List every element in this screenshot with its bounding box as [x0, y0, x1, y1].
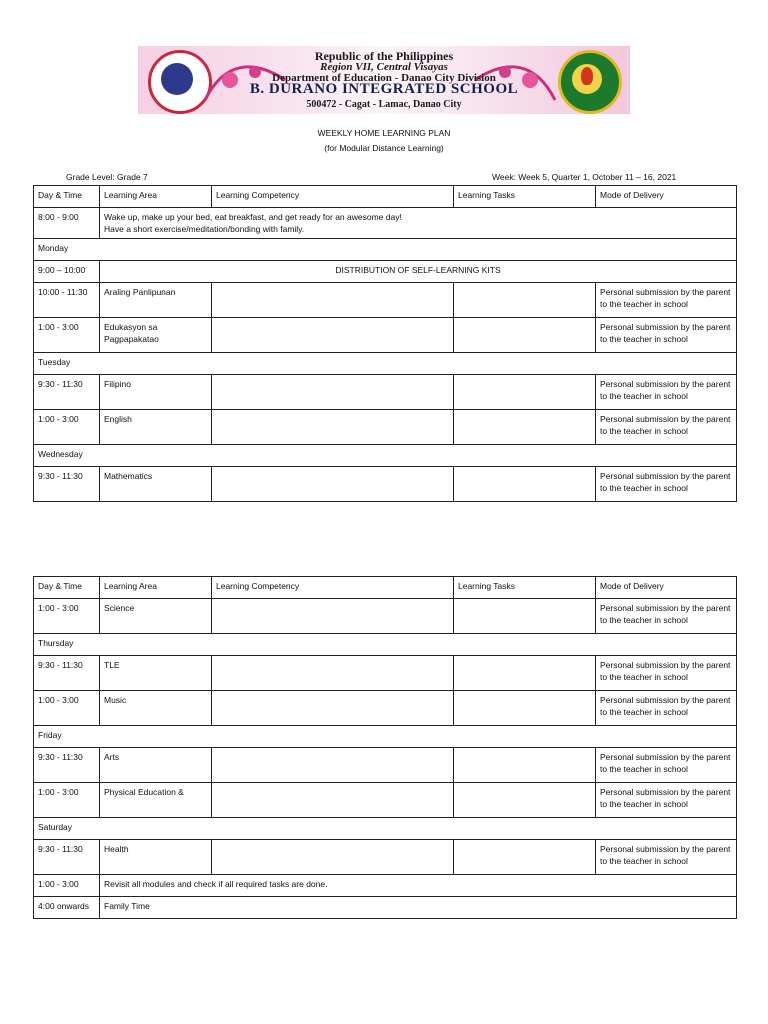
time-cell: 1:00 - 3:00: [34, 318, 100, 353]
activity-cell: Family Time: [100, 897, 737, 919]
header-republic: Republic of the Philippines: [314, 49, 454, 63]
learning-area-cell: Filipino: [100, 375, 212, 410]
document-subtitle: (for Modular Distance Learning): [324, 143, 444, 153]
learning-area-cell: Araling Panlipunan: [100, 283, 212, 318]
week-info: Week: Week 5, Quarter 1, October 11 – 16, 2021: [492, 172, 677, 182]
competency-cell: [212, 467, 454, 502]
header-region: Region VII, Central Visayas: [320, 61, 448, 73]
column-header: Learning Area: [100, 577, 212, 599]
delivery-cell: Personal submission by the parent to the teacher in school: [596, 783, 737, 818]
tasks-cell: [454, 375, 596, 410]
column-header: Learning Area: [100, 186, 212, 208]
table-row: [34, 840, 737, 875]
learning-area-cell: Physical Education &: [100, 783, 212, 818]
tasks-cell: [454, 783, 596, 818]
delivery-cell: Personal submission by the parent to the teacher in school: [596, 467, 737, 502]
weekly-plan-table-1: [33, 185, 737, 502]
learning-area-cell: Music: [100, 691, 212, 726]
competency-cell: [212, 375, 454, 410]
time-cell: 9:30 - 11:30: [34, 748, 100, 783]
column-header: Day & Time: [34, 186, 100, 208]
table-row: [34, 897, 737, 919]
competency-cell: [212, 840, 454, 875]
learning-area-cell: TLE: [100, 656, 212, 691]
column-header: Learning Tasks: [454, 577, 596, 599]
header-address: 500472 - Cagat - Lamac, Danao City: [306, 99, 462, 110]
learning-area-cell: Arts: [100, 748, 212, 783]
tasks-cell: [454, 656, 596, 691]
learning-area-cell: English: [100, 410, 212, 445]
tasks-cell: [454, 318, 596, 353]
delivery-cell: Personal submission by the parent to the teacher in school: [596, 748, 737, 783]
table-row: [34, 748, 737, 783]
activity-cell: Revisit all modules and check if all required tasks are done.: [100, 875, 737, 897]
day-label: Monday: [34, 239, 737, 261]
day-label: Wednesday: [34, 445, 737, 467]
tasks-cell: [454, 748, 596, 783]
competency-cell: [212, 318, 454, 353]
weekly-plan-table-2: [33, 576, 737, 919]
time-cell: 1:00 - 3:00: [34, 691, 100, 726]
column-header: Mode of Delivery: [596, 577, 737, 599]
time-cell: 1:00 - 3:00: [34, 410, 100, 445]
day-label: Thursday: [34, 634, 737, 656]
tasks-cell: [454, 283, 596, 318]
day-label: Saturday: [34, 818, 737, 840]
competency-cell: [212, 691, 454, 726]
time-cell: 9:30 - 11:30: [34, 467, 100, 502]
activity-text: Have a short exercise/meditation/bonding with family.: [104, 224, 305, 234]
activity-cell: DISTRIBUTION OF SELF-LEARNING KITS: [100, 261, 737, 283]
tasks-cell: [454, 410, 596, 445]
table-header-row: [34, 577, 737, 599]
day-label: Tuesday: [34, 353, 737, 375]
table-row: [34, 208, 737, 239]
tasks-cell: [454, 599, 596, 634]
table-row: [34, 318, 737, 353]
column-header: Learning Competency: [212, 577, 454, 599]
time-cell: 9:00 – 10:00: [34, 261, 100, 283]
column-header: Day & Time: [34, 577, 100, 599]
time-cell: 9:30 - 11:30: [34, 656, 100, 691]
table-row: [34, 656, 737, 691]
day-row: [34, 818, 737, 840]
delivery-cell: Personal submission by the parent to the teacher in school: [596, 656, 737, 691]
day-row: [34, 239, 737, 261]
time-cell: 8:00 - 9:00: [34, 208, 100, 239]
competency-cell: [212, 599, 454, 634]
grade-level: Grade Level: Grade 7: [66, 172, 148, 182]
column-header: Learning Competency: [212, 186, 454, 208]
learning-area-cell: Science: [100, 599, 212, 634]
time-cell: 4:00 onwards: [34, 897, 100, 919]
time-cell: 9:30 - 11:30: [34, 375, 100, 410]
table-row: [34, 375, 737, 410]
time-cell: 1:00 - 3:00: [34, 875, 100, 897]
learning-area-cell: Mathematics: [100, 467, 212, 502]
activity-text: Wake up, make up your bed, eat breakfast, and get ready for an awesome day!: [104, 212, 402, 222]
table-row: [34, 783, 737, 818]
table-row: [34, 875, 737, 897]
delivery-cell: Personal submission by the parent to the teacher in school: [596, 410, 737, 445]
delivery-cell: Personal submission by the parent to the teacher in school: [596, 599, 737, 634]
competency-cell: [212, 783, 454, 818]
header-school-name: B. DURANO INTEGRATED SCHOOL: [249, 81, 519, 97]
table-row: [34, 467, 737, 502]
table-row: [34, 599, 737, 634]
competency-cell: [212, 748, 454, 783]
time-cell: 10:00 - 11:30: [34, 283, 100, 318]
table-header-row: [34, 186, 737, 208]
tasks-cell: [454, 691, 596, 726]
day-row: [34, 634, 737, 656]
delivery-cell: Personal submission by the parent to the teacher in school: [596, 283, 737, 318]
table-row: [34, 261, 737, 283]
table-row: [34, 410, 737, 445]
learning-area-cell: Health: [100, 840, 212, 875]
header-department: Department of Education - Danao City Division: [272, 72, 496, 84]
delivery-cell: Personal submission by the parent to the teacher in school: [596, 375, 737, 410]
time-cell: 1:00 - 3:00: [34, 599, 100, 634]
competency-cell: [212, 656, 454, 691]
document-title: WEEKLY HOME LEARNING PLAN: [317, 128, 451, 138]
day-row: [34, 445, 737, 467]
competency-cell: [212, 283, 454, 318]
tasks-cell: [454, 467, 596, 502]
competency-cell: [212, 410, 454, 445]
time-cell: 1:00 - 3:00: [34, 783, 100, 818]
school-banner: [138, 46, 630, 114]
activity-cell: [100, 208, 737, 239]
tasks-cell: [454, 840, 596, 875]
day-label: Friday: [34, 726, 737, 748]
day-row: [34, 353, 737, 375]
delivery-cell: Personal submission by the parent to the teacher in school: [596, 840, 737, 875]
learning-area-cell: Edukasyon sa Pagpapakatao: [100, 318, 212, 353]
column-header: Mode of Delivery: [596, 186, 737, 208]
table-row: [34, 691, 737, 726]
table-row: [34, 283, 737, 318]
column-header: Learning Tasks: [454, 186, 596, 208]
delivery-cell: Personal submission by the parent to the teacher in school: [596, 318, 737, 353]
time-cell: 9:30 - 11:30: [34, 840, 100, 875]
day-row: [34, 726, 737, 748]
delivery-cell: Personal submission by the parent to the teacher in school: [596, 691, 737, 726]
